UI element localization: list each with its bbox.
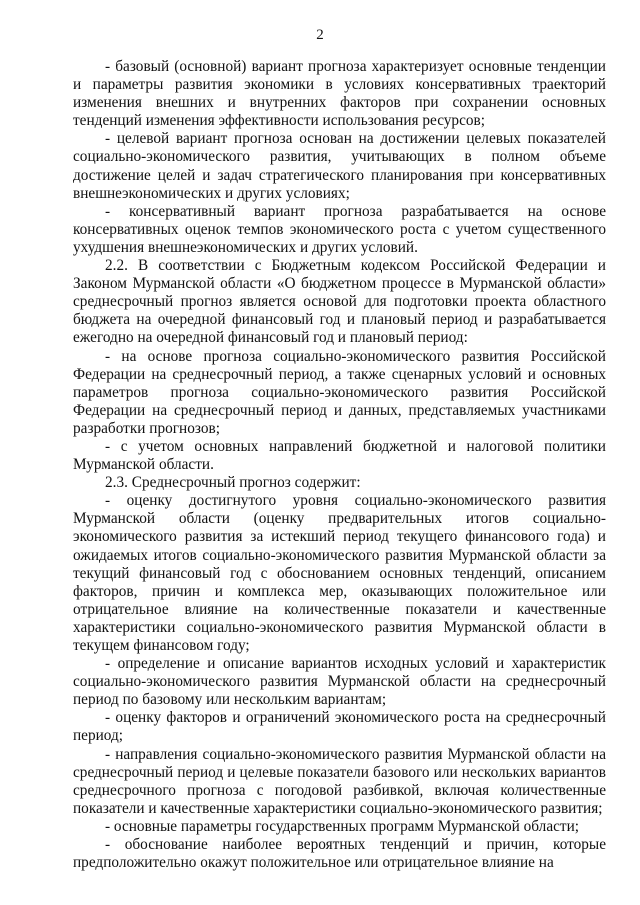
page-number: 2 bbox=[316, 27, 324, 43]
paragraph-state-programs: - основные параметры государственных программ Мурманской области; bbox=[105, 817, 580, 835]
paragraph-section-2-2: 2.2. В соответствии с Бюджетным кодексом Российской Федерации и Законом Мурманской области «О бюджетном процессе в Мурманской области» среднесрочный прогноз является основой для подготовки проекта областного бюджета на очередной финансовый год и плановый период и разрабатывается ежегодно на очередной финансовый год и плановый период: bbox=[73, 257, 606, 347]
paragraph-development-directions: - направления социально-экономического развития Мурманской области на среднесрочный период и целевые показатели базового или нескольких вариантов среднесрочного прогноза с погодовой разбивкой, включая количественные показатели и качественные характеристики социально-экономического развития; bbox=[73, 745, 606, 817]
paragraph-assessment: - оценку достигнутого уровня социально-экономического развития Мурманской области (оценку предварительных итогов социально-экономического развития за истекший период текущего финансового года) и ожидаемых итогов социально-экономического развития Мурманской области за текущий финансовый год с обоснованием основных тенденций, описанием факторов, причин и комплекса мер, оказывающих положительное или отрицательное влияние на количественные показатели и качественные характеристики социально-экономического развития Мурманской области в текущем финансовом году; bbox=[73, 492, 606, 654]
paragraph-target-variant: - целевой вариант прогноза основан на достижении целевых показателей социально-экономического развития, учитывающих в полном объеме достижение целей и задач стратегического планирования при консервативных внешнеэкономических и других условиях; bbox=[73, 130, 606, 202]
paragraph-conservative-variant: - консервативный вариант прогноза разрабатывается на основе консервативных оценок темпов экономического роста с учетом существенного ухудшения внешнеэкономических и других условий. bbox=[73, 202, 606, 256]
paragraph-base-variant: - базовый (основной) вариант прогноза характеризует основные тенденции и параметры развития экономики в условиях консервативных траекторий изменения внешних и внутренних факторов при сохранении основных тенденций изменения эффективности использования ресурсов; bbox=[73, 58, 606, 130]
paragraph-federal-forecast-basis: - на основе прогноза социально-экономического развития Российской Федерации на среднесрочный период, а также сценарных условий и основных параметров прогноза социально-экономического развития Российской Федерации на среднесрочный период и данных, представляемых участниками разработки прогнозов; bbox=[73, 347, 606, 437]
paragraph-trends-justification: - обоснование наиболее вероятных тенденций и причин, которые предположительно окажут положительное или отрицательное влияние на bbox=[73, 836, 606, 872]
paragraph-budget-policy: - с учетом основных направлений бюджетной и налоговой политики Мурманской области. bbox=[73, 437, 606, 474]
paragraph-section-2-3: 2.3. Среднесрочный прогноз содержит: bbox=[105, 474, 361, 492]
paragraph-variants-definition: - определение и описание вариантов исходных условий и характеристик социально-экономического развития Мурманской области на среднесрочный период по базовому или нескольким вариантам; bbox=[73, 655, 606, 709]
paragraph-growth-factors: - оценку факторов и ограничений экономического роста на среднесрочный период; bbox=[73, 709, 606, 745]
document-body bbox=[73, 58, 606, 872]
